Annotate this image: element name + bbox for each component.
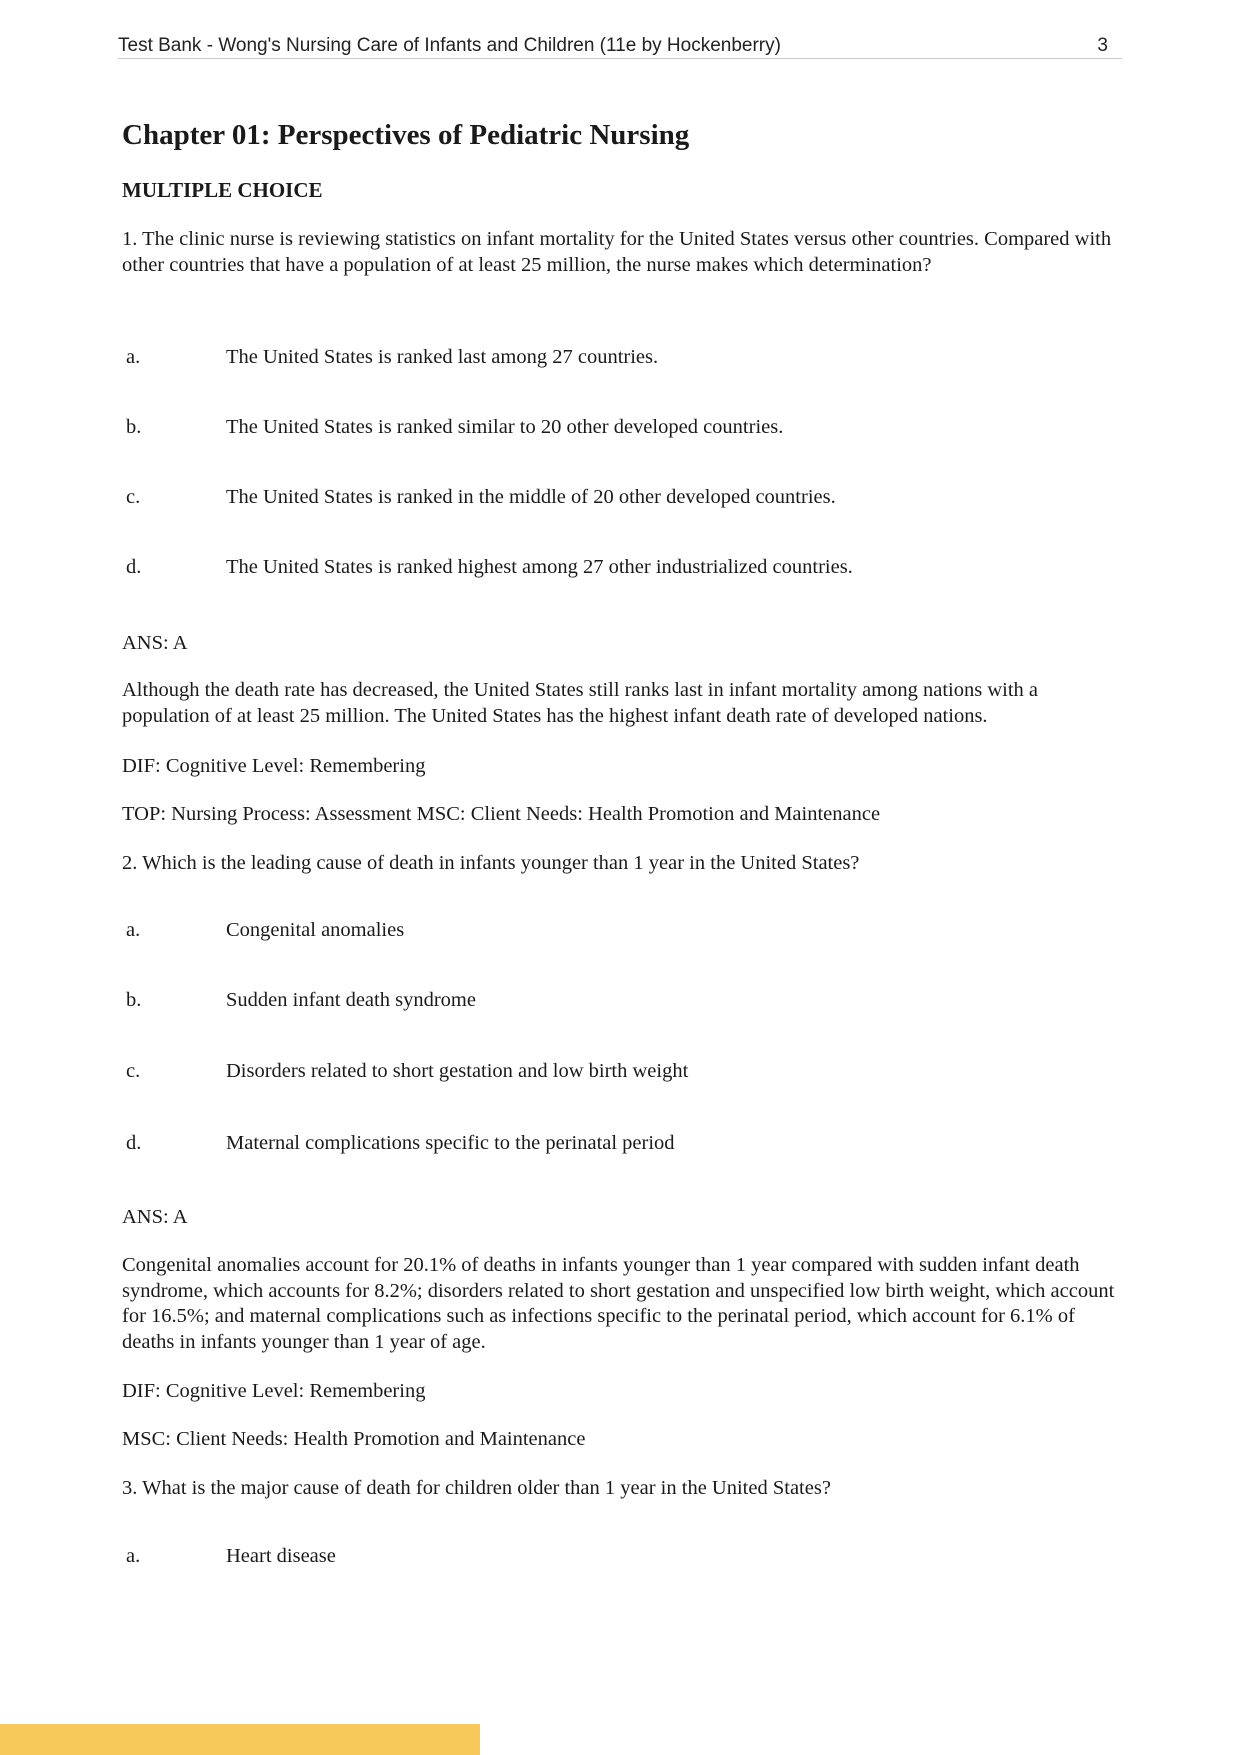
question-3-option-a-text: Heart disease bbox=[226, 1545, 336, 1567]
question-2-msc: MSC: Client Needs: Health Promotion and Maintenance bbox=[122, 1428, 586, 1450]
footer-accent-bar bbox=[0, 1724, 480, 1755]
question-1-option-d-text: The United States is ranked highest among 27 other industrialized countries. bbox=[226, 556, 853, 578]
question-1-answer: ANS: A bbox=[122, 632, 188, 654]
question-2-dif: DIF: Cognitive Level: Remembering bbox=[122, 1380, 426, 1402]
question-2-option-b-text: Sudden infant death syndrome bbox=[226, 989, 476, 1011]
question-2-option-d-text: Maternal complications specific to the perinatal period bbox=[226, 1132, 675, 1154]
question-1-option-b-letter: b. bbox=[126, 416, 142, 438]
chapter-title: Chapter 01: Perspectives of Pediatric Nursing bbox=[122, 119, 690, 151]
section-label: MULTIPLE CHOICE bbox=[122, 178, 323, 202]
question-1-top-msc: TOP: Nursing Process: Assessment MSC: Client Needs: Health Promotion and Maintenance bbox=[122, 803, 881, 825]
question-3-option-a-letter: a. bbox=[126, 1545, 141, 1567]
question-2-answer: ANS: A bbox=[122, 1206, 188, 1228]
question-2-option-a-text: Congenital anomalies bbox=[226, 919, 405, 941]
question-1-option-a-text: The United States is ranked last among 27 countries. bbox=[226, 346, 659, 368]
question-2-rationale: Congenital anomalies account for 20.1% of deaths in infants younger than 1 year compared with sudden infant death syndrome, which accounts for 8.2%; disorders related to short gestation and unspecified low birth weight, which account for 16.5%; and maternal complications such as infections specific to the perinatal period, which account for 6.1% of deaths in infants younger than 1 year of age. bbox=[122, 1254, 1115, 1353]
question-1-option-d-letter: d. bbox=[126, 556, 142, 578]
page-header bbox=[118, 34, 1122, 59]
header-title: Test Bank - Wong's Nursing Care of Infants and Children (11e by Hockenberry) bbox=[118, 35, 781, 56]
question-1-option-c-text: The United States is ranked in the middle of 20 other developed countries. bbox=[226, 486, 836, 508]
page-number: 3 bbox=[1097, 35, 1108, 56]
question-2-option-b-letter: b. bbox=[126, 989, 142, 1011]
question-1-option-c-letter: c. bbox=[126, 486, 141, 508]
question-2-stem: 2. Which is the leading cause of death in infants younger than 1 year in the United States? bbox=[122, 852, 860, 874]
question-2-option-c-letter: c. bbox=[126, 1060, 141, 1082]
question-1-dif: DIF: Cognitive Level: Remembering bbox=[122, 755, 426, 777]
question-1-option-a-letter: a. bbox=[126, 346, 141, 368]
question-2-option-c-text: Disorders related to short gestation and low birth weight bbox=[226, 1060, 689, 1082]
question-2-option-a-letter: a. bbox=[126, 919, 141, 941]
question-1-rationale: Although the death rate has decreased, the United States still ranks last in infant mortality among nations with a population of at least 25 million. The United States has the highest infant death rate of developed nations. bbox=[122, 679, 1039, 727]
question-1-stem: 1. The clinic nurse is reviewing statistics on infant mortality for the United States versus other countries. Compared with other countries that have a population of at least 25 million, the nurse makes which determination? bbox=[122, 228, 1112, 276]
question-2-option-d-letter: d. bbox=[126, 1132, 142, 1154]
question-3-stem: 3. What is the major cause of death for children older than 1 year in the United States? bbox=[122, 1477, 831, 1499]
question-1-option-b-text: The United States is ranked similar to 20 other developed countries. bbox=[226, 416, 784, 438]
